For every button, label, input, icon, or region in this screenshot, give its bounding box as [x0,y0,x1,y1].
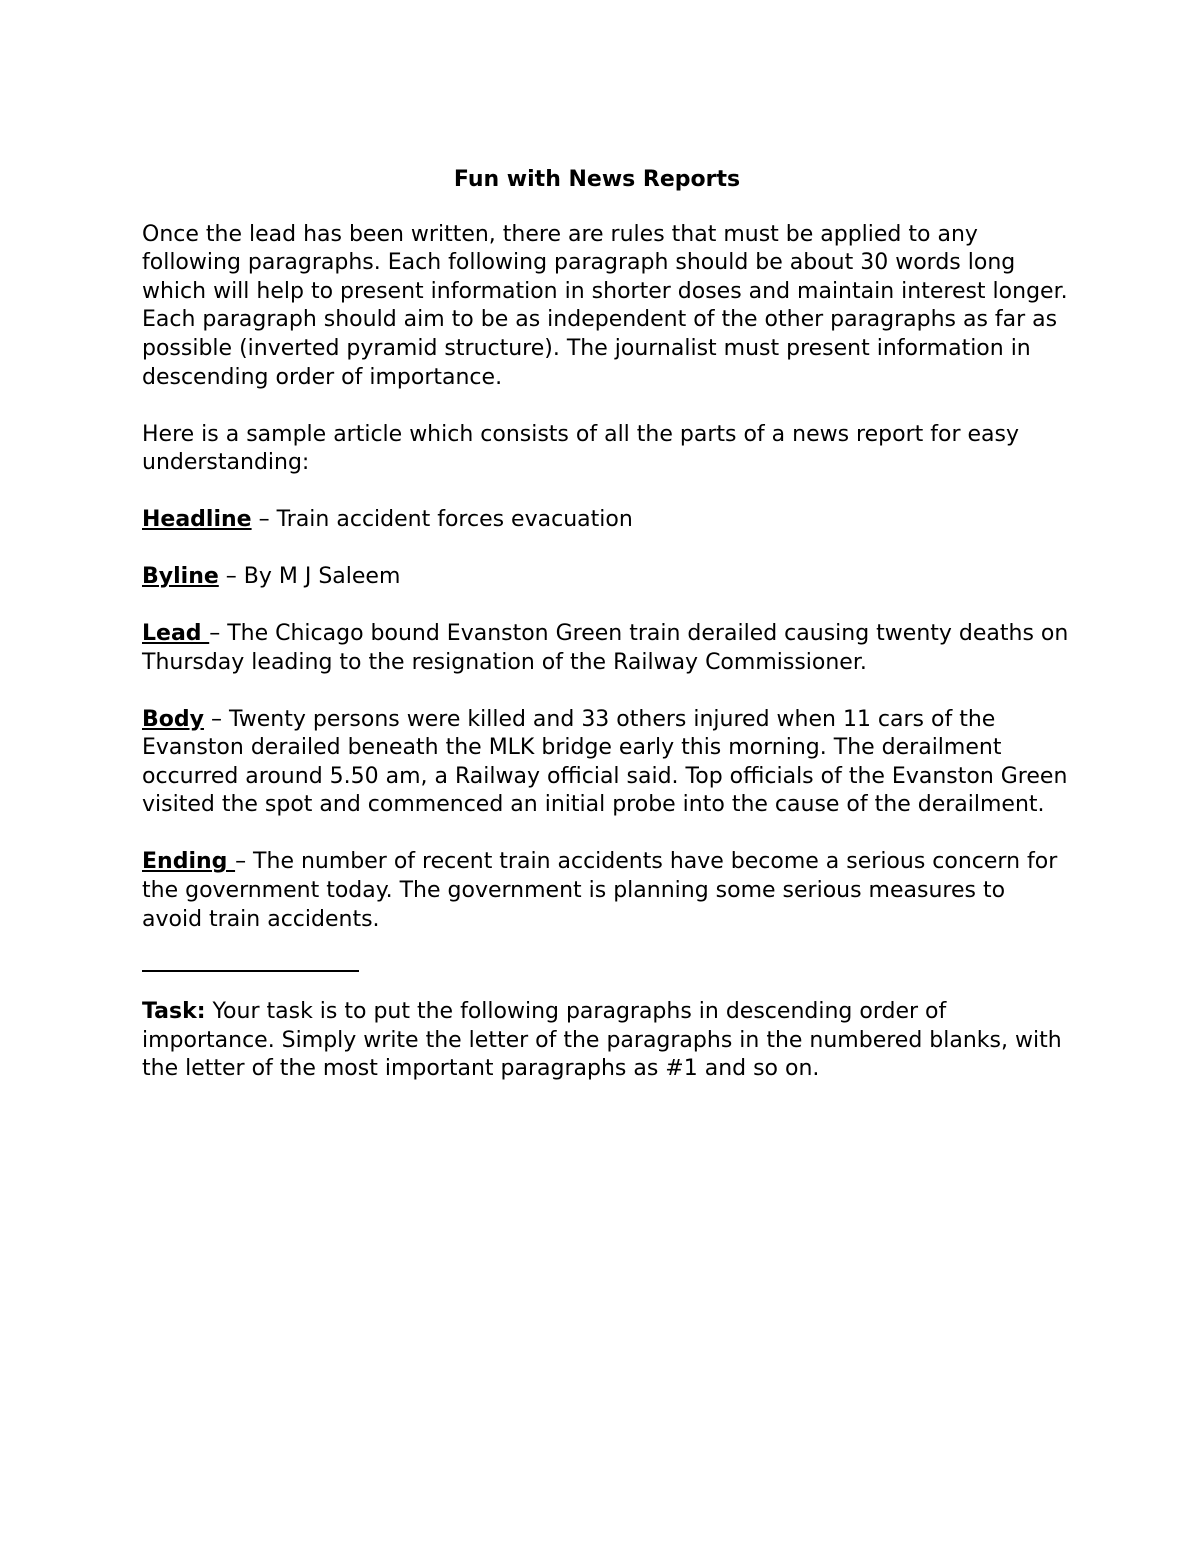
byline-text: – By M J Saleem [218,564,401,590]
sample-intro-paragraph: Here is a sample article which consists of all the parts of a news report for easy understanding: [142,421,1019,476]
headline-label: Headline [142,507,252,533]
byline-section [142,563,1072,592]
document-title: Fun with News Reports [453,167,741,192]
horizontal-divider [142,970,359,972]
task-text: Your task is to put the following paragraphs in descending order of importance. Simply write the letter of the paragraphs in the numbered blanks, with the letter of the most important paragraphs as #1 and so on. [142,999,1062,1082]
byline-label: Byline [142,564,219,590]
ending-label: Ending [142,849,236,875]
task-paragraph [142,998,1072,1084]
ending-text: – The number of recent train accidents have become a serious concern for the government today. The government is planning some serious measures to avoid train accidents. [142,849,1058,932]
headline-section [142,506,1072,535]
lead-text: – The Chicago bound Evanston Green train derailed causing twenty deaths on Thursday leading to the resignation of the Railway Commissioner. [142,621,1069,675]
intro-paragraph: Once the lead has been written, there are rules that must be applied to any following paragraphs. Each following paragraph should be about 30 words long which will help to present information in shorter doses and maintain interest longer. Each paragraph should aim to be as independent of the other paragraphs as far as possible (inverted pyramid structure). The journalist must present information in descending order of importance. [142,221,1068,390]
body-section [142,706,1072,820]
lead-section [142,620,1072,677]
lead-label: Lead [142,621,210,647]
body-text: – Twenty persons were killed and 33 others injured when 11 cars of the Evanston derailed beneath the MLK bridge early this morning. The derailment occurred around 5.50 am, a Railway official said. Top officials of the Evanston Green visited the spot and commenced an initial probe into the cause of the derailment. [142,706,1068,818]
ending-section [142,848,1072,934]
headline-text: – Train accident forces evacuation [251,507,633,533]
document-page [142,166,1072,1112]
body-label: Body [142,706,204,732]
task-label: Task: [142,999,206,1025]
